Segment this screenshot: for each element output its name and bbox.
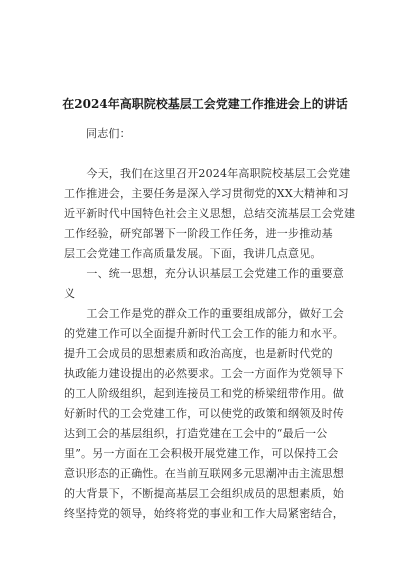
salutation: 同志们：	[86, 127, 131, 140]
paragraph-line: 提升工会成员的思想素质和政治高度，也是新时代党的	[64, 347, 333, 360]
document-body	[64, 124, 356, 524]
paragraph-line: 工会工作是党的群众工作的重要组成部分，做好工会	[64, 307, 344, 320]
paragraph-line: 达到工会的基层组织，打造党建在工会中的“最后一公	[64, 427, 328, 440]
section-heading-line: 义	[64, 287, 76, 300]
paragraph-line: 意识形态的正确性。在当前互联网多元思潮冲击主流思想	[64, 467, 344, 480]
paragraph-line: 今天，我们在这里召开2024年高职院校基层工会党建	[64, 167, 351, 180]
section-heading-line: 一、统一思想，充分认识基层工会党建工作的重要意	[64, 267, 344, 280]
paragraph-line: 的大背景下，不断提高基层工会组织成员的思想素质，始	[64, 487, 344, 500]
paragraph-line: 近平新时代中国特色社会主义思想，总结交流基层工会党建	[64, 207, 356, 220]
paragraph-line: 里”。另一方面在工会积极开展党建工作，可以保持工会	[64, 447, 339, 460]
paragraph-line: 层工会党建工作高质量发展。下面，我讲几点意见。	[64, 247, 322, 260]
paragraph-line: 终坚持党的领导，始终将党的事业和工作大局紧密结合，	[64, 507, 344, 520]
document-title: 在2024年高职院校基层工会党建工作推进会上的讲话	[62, 97, 348, 111]
paragraph-line: 好新时代的工会党建工作，可以使党的政策和纲领及时传	[64, 407, 344, 420]
paragraph-line: 的党建工作可以全面提升新时代工会工作的能力和水平。	[64, 327, 344, 340]
paragraph-line: 工作经验，研究部署下一阶段工作任务，进一步推动基	[64, 227, 333, 240]
spacer	[64, 144, 346, 164]
paragraph-line: 工作推进会，主要任务是深入学习贯彻党的XX大精神和习	[64, 187, 349, 200]
paragraph-line: 执政能力建设提出的必然要求。工会一方面作为党领导下	[64, 367, 344, 380]
paragraph-line: 的工人阶级组织，起到连接员工和党的桥梁纽带作用。做	[64, 387, 344, 400]
